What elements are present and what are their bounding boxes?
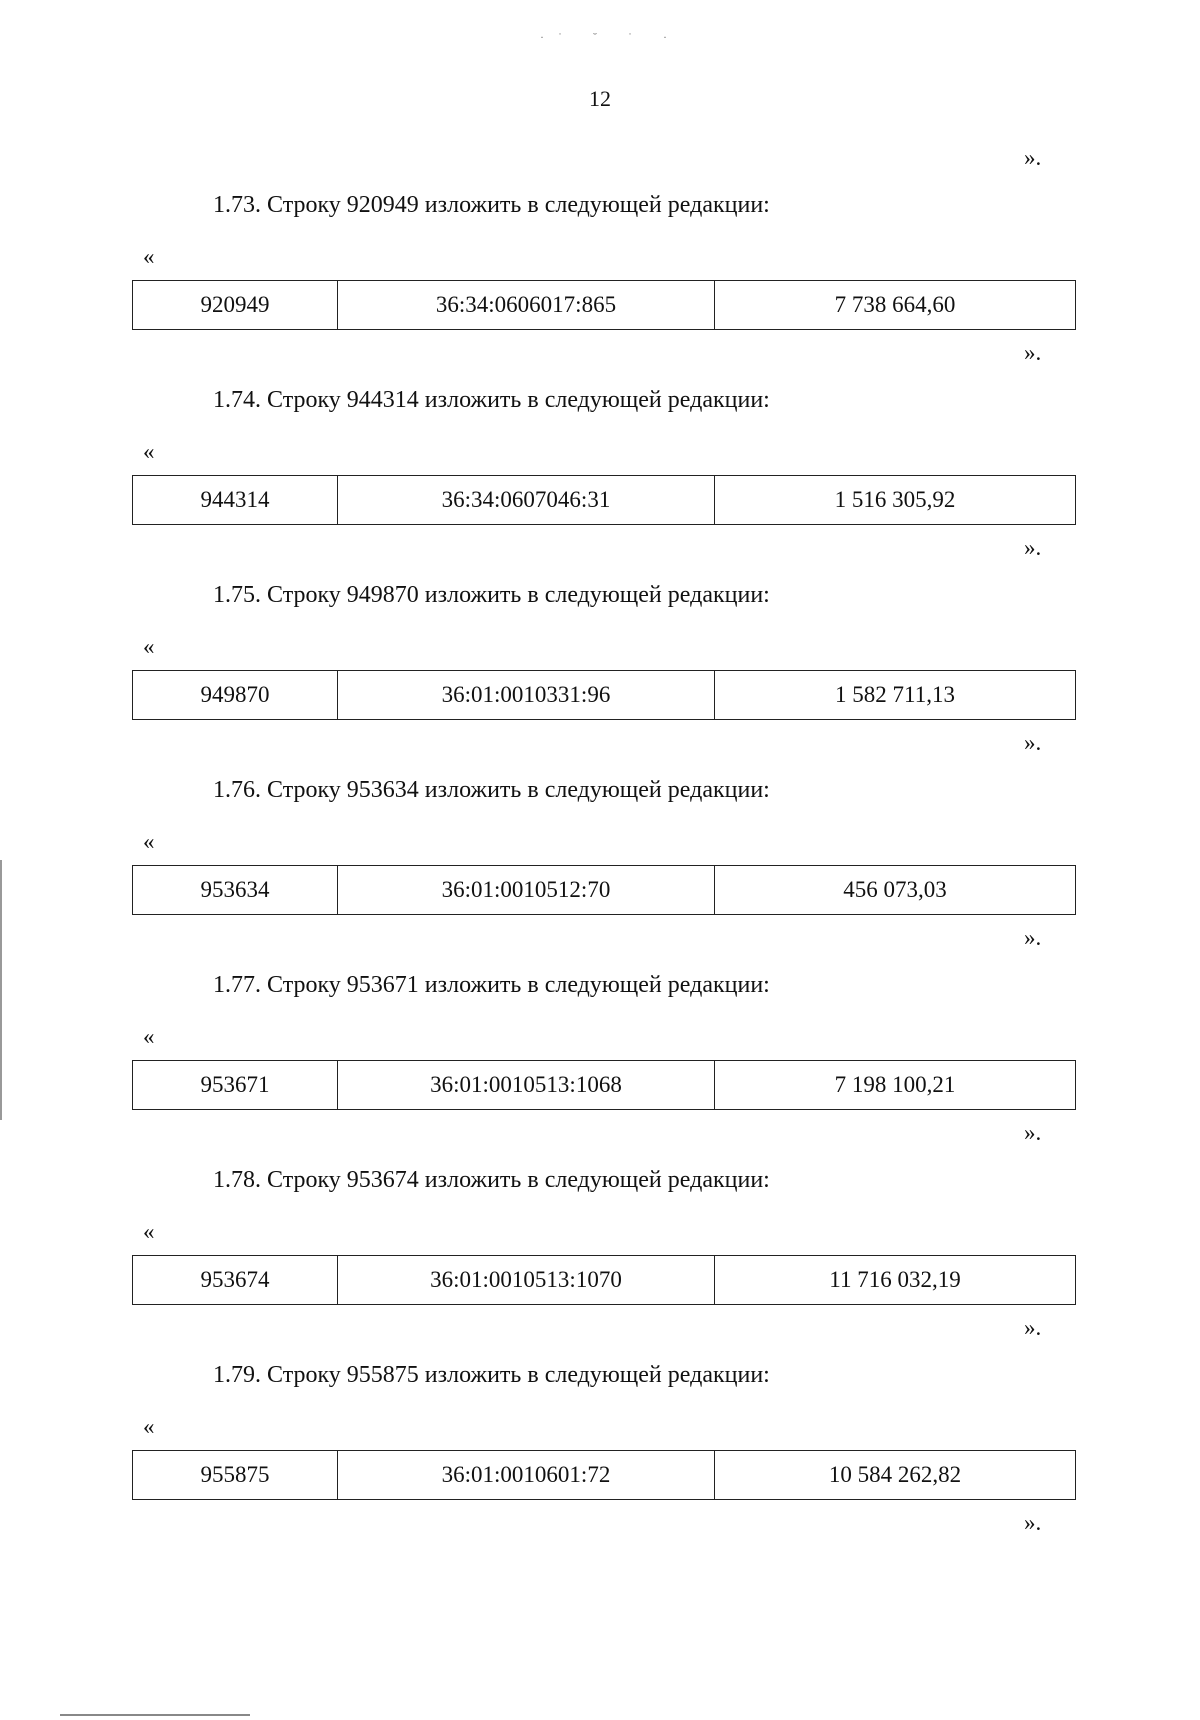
table-row <box>133 1451 1076 1500</box>
amendment-section-1-74 <box>0 387 1200 582</box>
row-code-cell: 955875 <box>133 1451 338 1500</box>
scan-edge-mark <box>0 860 2 1120</box>
page-number: 12 <box>589 86 611 111</box>
amendment-instruction: 1.76. Строку 953634 изложить в следующей редакции: <box>213 777 770 803</box>
open-quote: « <box>143 634 155 659</box>
value-cell: 11 716 032,19 <box>715 1256 1076 1305</box>
value-cell: 10 584 262,82 <box>715 1451 1076 1500</box>
scan-specks: ·˙ ˘ ˙ · <box>540 30 681 44</box>
amendment-table <box>132 1060 1076 1110</box>
amendment-section-1-78 <box>0 1167 1200 1362</box>
row-code-cell: 944314 <box>133 476 338 525</box>
cadastral-number-cell: 36:34:0607046:31 <box>338 476 715 525</box>
value-cell: 1 582 711,13 <box>715 671 1076 720</box>
close-quote: ». <box>1024 535 1042 560</box>
cadastral-number-cell: 36:01:0010331:96 <box>338 671 715 720</box>
open-quote: « <box>143 1414 155 1439</box>
amendment-instruction: 1.78. Строку 953674 изложить в следующей редакции: <box>213 1167 770 1193</box>
close-quote: ». <box>1024 1315 1042 1340</box>
table-row <box>133 1256 1076 1305</box>
value-cell: 7 198 100,21 <box>715 1061 1076 1110</box>
table-row <box>133 671 1076 720</box>
cadastral-number-cell: 36:01:0010601:72 <box>338 1451 715 1500</box>
amendment-table <box>132 670 1076 720</box>
amendment-table <box>132 1255 1076 1305</box>
row-code-cell: 953674 <box>133 1256 338 1305</box>
close-quote: ». <box>1024 925 1042 950</box>
cadastral-number-cell: 36:34:0606017:865 <box>338 281 715 330</box>
table-row <box>133 1061 1076 1110</box>
amendment-instruction: 1.77. Строку 953671 изложить в следующей редакции: <box>213 972 770 998</box>
cadastral-number-cell: 36:01:0010512:70 <box>338 866 715 915</box>
row-code-cell: 953671 <box>133 1061 338 1110</box>
value-cell: 456 073,03 <box>715 866 1076 915</box>
amendment-section-1-76 <box>0 777 1200 972</box>
row-code-cell: 949870 <box>133 671 338 720</box>
open-quote: « <box>143 1219 155 1244</box>
amendment-instruction: 1.73. Строку 920949 изложить в следующей редакции: <box>213 192 770 218</box>
cadastral-number-cell: 36:01:0010513:1068 <box>338 1061 715 1110</box>
table-row <box>133 866 1076 915</box>
amendment-table <box>132 865 1076 915</box>
amendment-instruction: 1.79. Строку 955875 изложить в следующей редакции: <box>213 1362 770 1388</box>
table-row <box>133 476 1076 525</box>
open-quote: « <box>143 244 155 269</box>
amendment-table <box>132 280 1076 330</box>
close-quote: ». <box>1024 1120 1042 1145</box>
close-quote: ». <box>1024 730 1042 755</box>
amendment-section-1-77 <box>0 972 1200 1167</box>
amendment-table <box>132 1450 1076 1500</box>
open-quote: « <box>143 439 155 464</box>
open-quote: « <box>143 829 155 854</box>
amendment-section-1-73 <box>0 192 1200 387</box>
row-code-cell: 920949 <box>133 281 338 330</box>
amendment-section-1-79 <box>0 1362 1200 1557</box>
value-cell: 1 516 305,92 <box>715 476 1076 525</box>
amendment-instruction: 1.75. Строку 949870 изложить в следующей редакции: <box>213 582 770 608</box>
open-quote: « <box>143 1024 155 1049</box>
close-quote: ». <box>1024 1510 1042 1535</box>
close-quote: ». <box>1024 340 1042 365</box>
amendment-section-1-75 <box>0 582 1200 777</box>
leading-close-quote: ». <box>1024 145 1042 170</box>
amendment-instruction: 1.74. Строку 944314 изложить в следующей редакции: <box>213 387 770 413</box>
table-row <box>133 281 1076 330</box>
amendment-table <box>132 475 1076 525</box>
footer-rule <box>60 1714 250 1716</box>
cadastral-number-cell: 36:01:0010513:1070 <box>338 1256 715 1305</box>
value-cell: 7 738 664,60 <box>715 281 1076 330</box>
row-code-cell: 953634 <box>133 866 338 915</box>
